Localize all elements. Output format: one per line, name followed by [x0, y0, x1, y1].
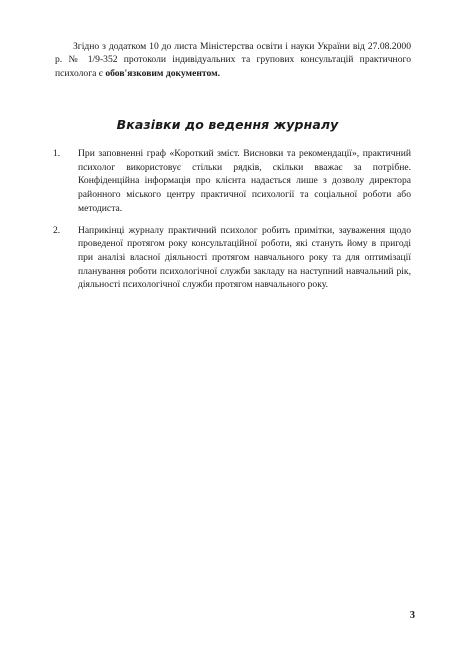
instructions-list — [50, 147, 411, 300]
intro-text: Згідно з додатком 10 до листа Міністерства освіти і науки України від 27.08.2000 р. № 1/9-352 протоколи індивідуальних та групових консультацій практичного психолога є — [55, 41, 411, 79]
list-item-text: Наприкінці журналу практичний психолог робить примітки, зауваження щодо проведеної протягом року консультаційної роботи, які стануть йому в пригоді при аналізі власної діяльності протягом навчального року та для оптимізації планування роботи психологічної служби закладу на наступний навчальний рік, діяльності психологічної служби протягом навчального року. — [78, 224, 411, 291]
list-item — [50, 147, 411, 216]
intro-bold-text: обов'язковим документом. — [105, 67, 221, 79]
list-item — [50, 224, 411, 293]
list-item-number: 1. — [53, 148, 61, 159]
section-heading: Вказівки до ведення журналу — [116, 117, 339, 132]
intro-paragraph — [55, 40, 411, 80]
page-number: 3 — [409, 610, 415, 621]
list-item-text: При заповненні граф «Короткий зміст. Висновки та рекомендації», практичний психолог використовує стільки рядків, скільки вважає за потрібне. Конфіденційна інформація про клієнта надається лише з дозволу директора районного міського центру практичної психології та соціальної роботи або методиста. — [78, 148, 411, 214]
list-item-number: 2. — [53, 224, 61, 236]
